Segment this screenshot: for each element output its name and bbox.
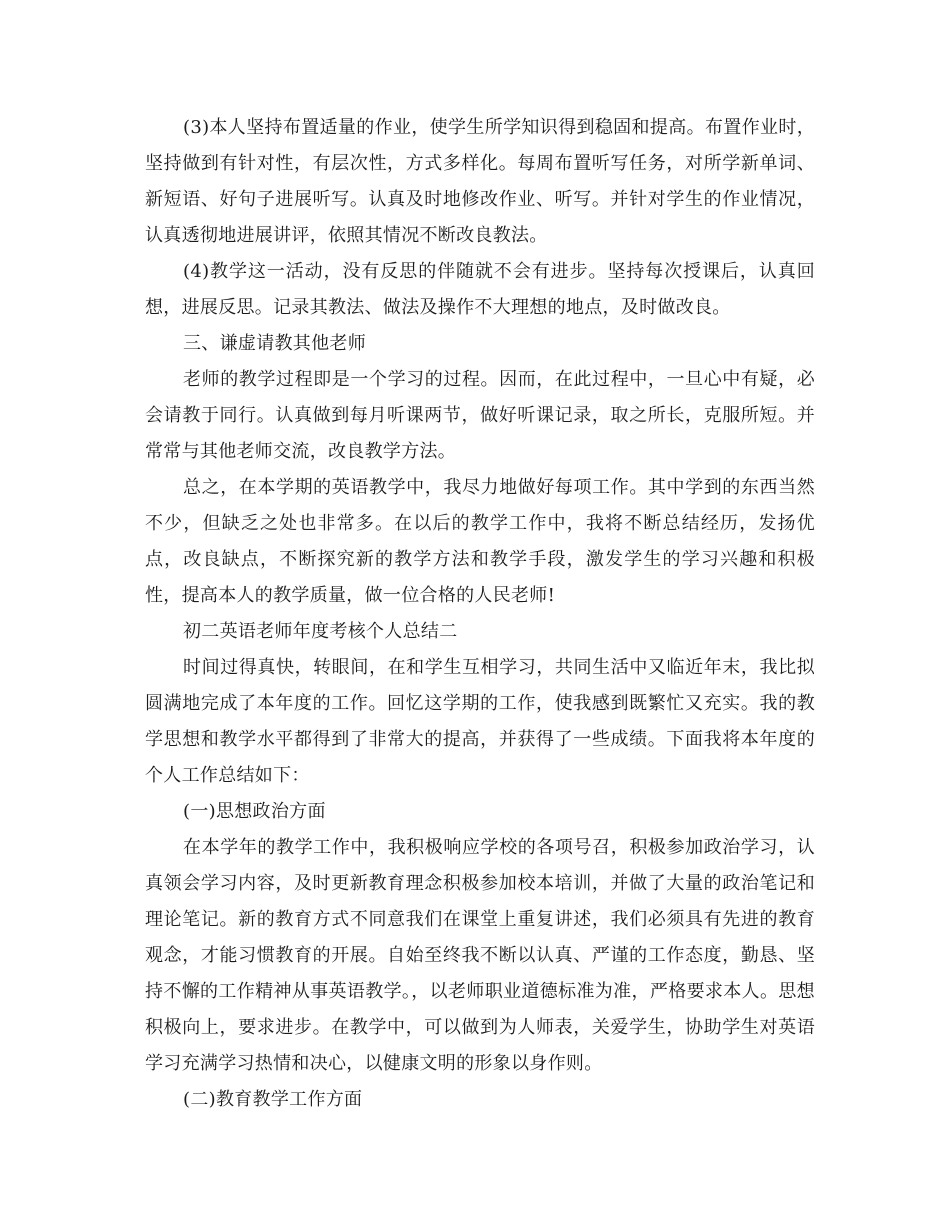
paragraph-reflection: (4)教学这一活动，没有反思的伴随就不会有进步。坚持每次授课后，认真回想，进展反思。记录其教法、做法及操作不大理想的地点，及时做改良。 <box>145 261 815 318</box>
paragraph-conclusion: 总之，在本学期的英语教学中，我尽力地做好每项工作。其中学到的东西当然不少，但缺乏之处也非常多。在以后的教学工作中，我将不断总结经历，发扬优点，改良缺点，不断探究新的教学方法和教学手段，激发学生的学习兴趣和积极性，提高本人的教学质量，做一位合格的人民老师! <box>145 477 815 606</box>
paragraph-intro-summary-two: 时间过得真快，转眼间，在和学生互相学习，共同生活中又临近年末，我比拟圆满地完成了本年度的工作。回忆这学期的工作，使我感到既繁忙又充实。我的教学思想和教学水平都得到了非常大的提高，并获得了一些成绩。下面我将本年度的个人工作总结如下： <box>145 657 815 786</box>
section-heading-consult-teachers: 三、谦虚请教其他老师 <box>183 333 366 354</box>
paragraph-homework: (3)本人坚持布置适量的作业，使学生所学知识得到稳固和提高。布置作业时，坚持做到有针对性，有层次性，方式多样化。每周布置听写任务，对所学新单词、新短语、好句子进展听写。认真及时地修改作业、听写。并针对学生的作业情况，认真透彻地进展讲评，依照其情况不断改良教法。 <box>145 117 815 246</box>
document-title-summary-two: 初二英语老师年度考核个人总结二 <box>183 621 458 642</box>
section-heading-political: (一)思想政治方面 <box>183 801 326 822</box>
paragraph-consult-teachers: 老师的教学过程即是一个学习的过程。因而，在此过程中，一旦心中有疑，必会请教于同行。认真做到每月听课两节，做好听课记录，取之所长，克服所短。并常常与其他老师交流，改良教学方法。 <box>145 369 815 462</box>
paragraph-political: 在本学年的教学工作中，我积极响应学校的各项号召，积极参加政治学习，认真领会学习内容，及时更新教育理念积极参加校本培训，并做了大量的政治笔记和理论笔记。新的教育方式不同意我们在课堂上重复讲述，我们必须具有先进的教育观念，才能习惯教育的开展。自始至终我不断以认真、严谨的工作态度，勤恳、坚持不懈的工作精神从事英语教学。，以老师职业道德标准为准，严格要求本人。思想积极向上，要求进步。在教学中，可以做到为人师表，关爱学生，协助学生对英语学习充满学习热情和决心，以健康文明的形象以身作则。 <box>145 837 815 1074</box>
section-heading-teaching-work: (二)教育教学工作方面 <box>183 1089 363 1110</box>
document-body <box>145 110 815 1118</box>
